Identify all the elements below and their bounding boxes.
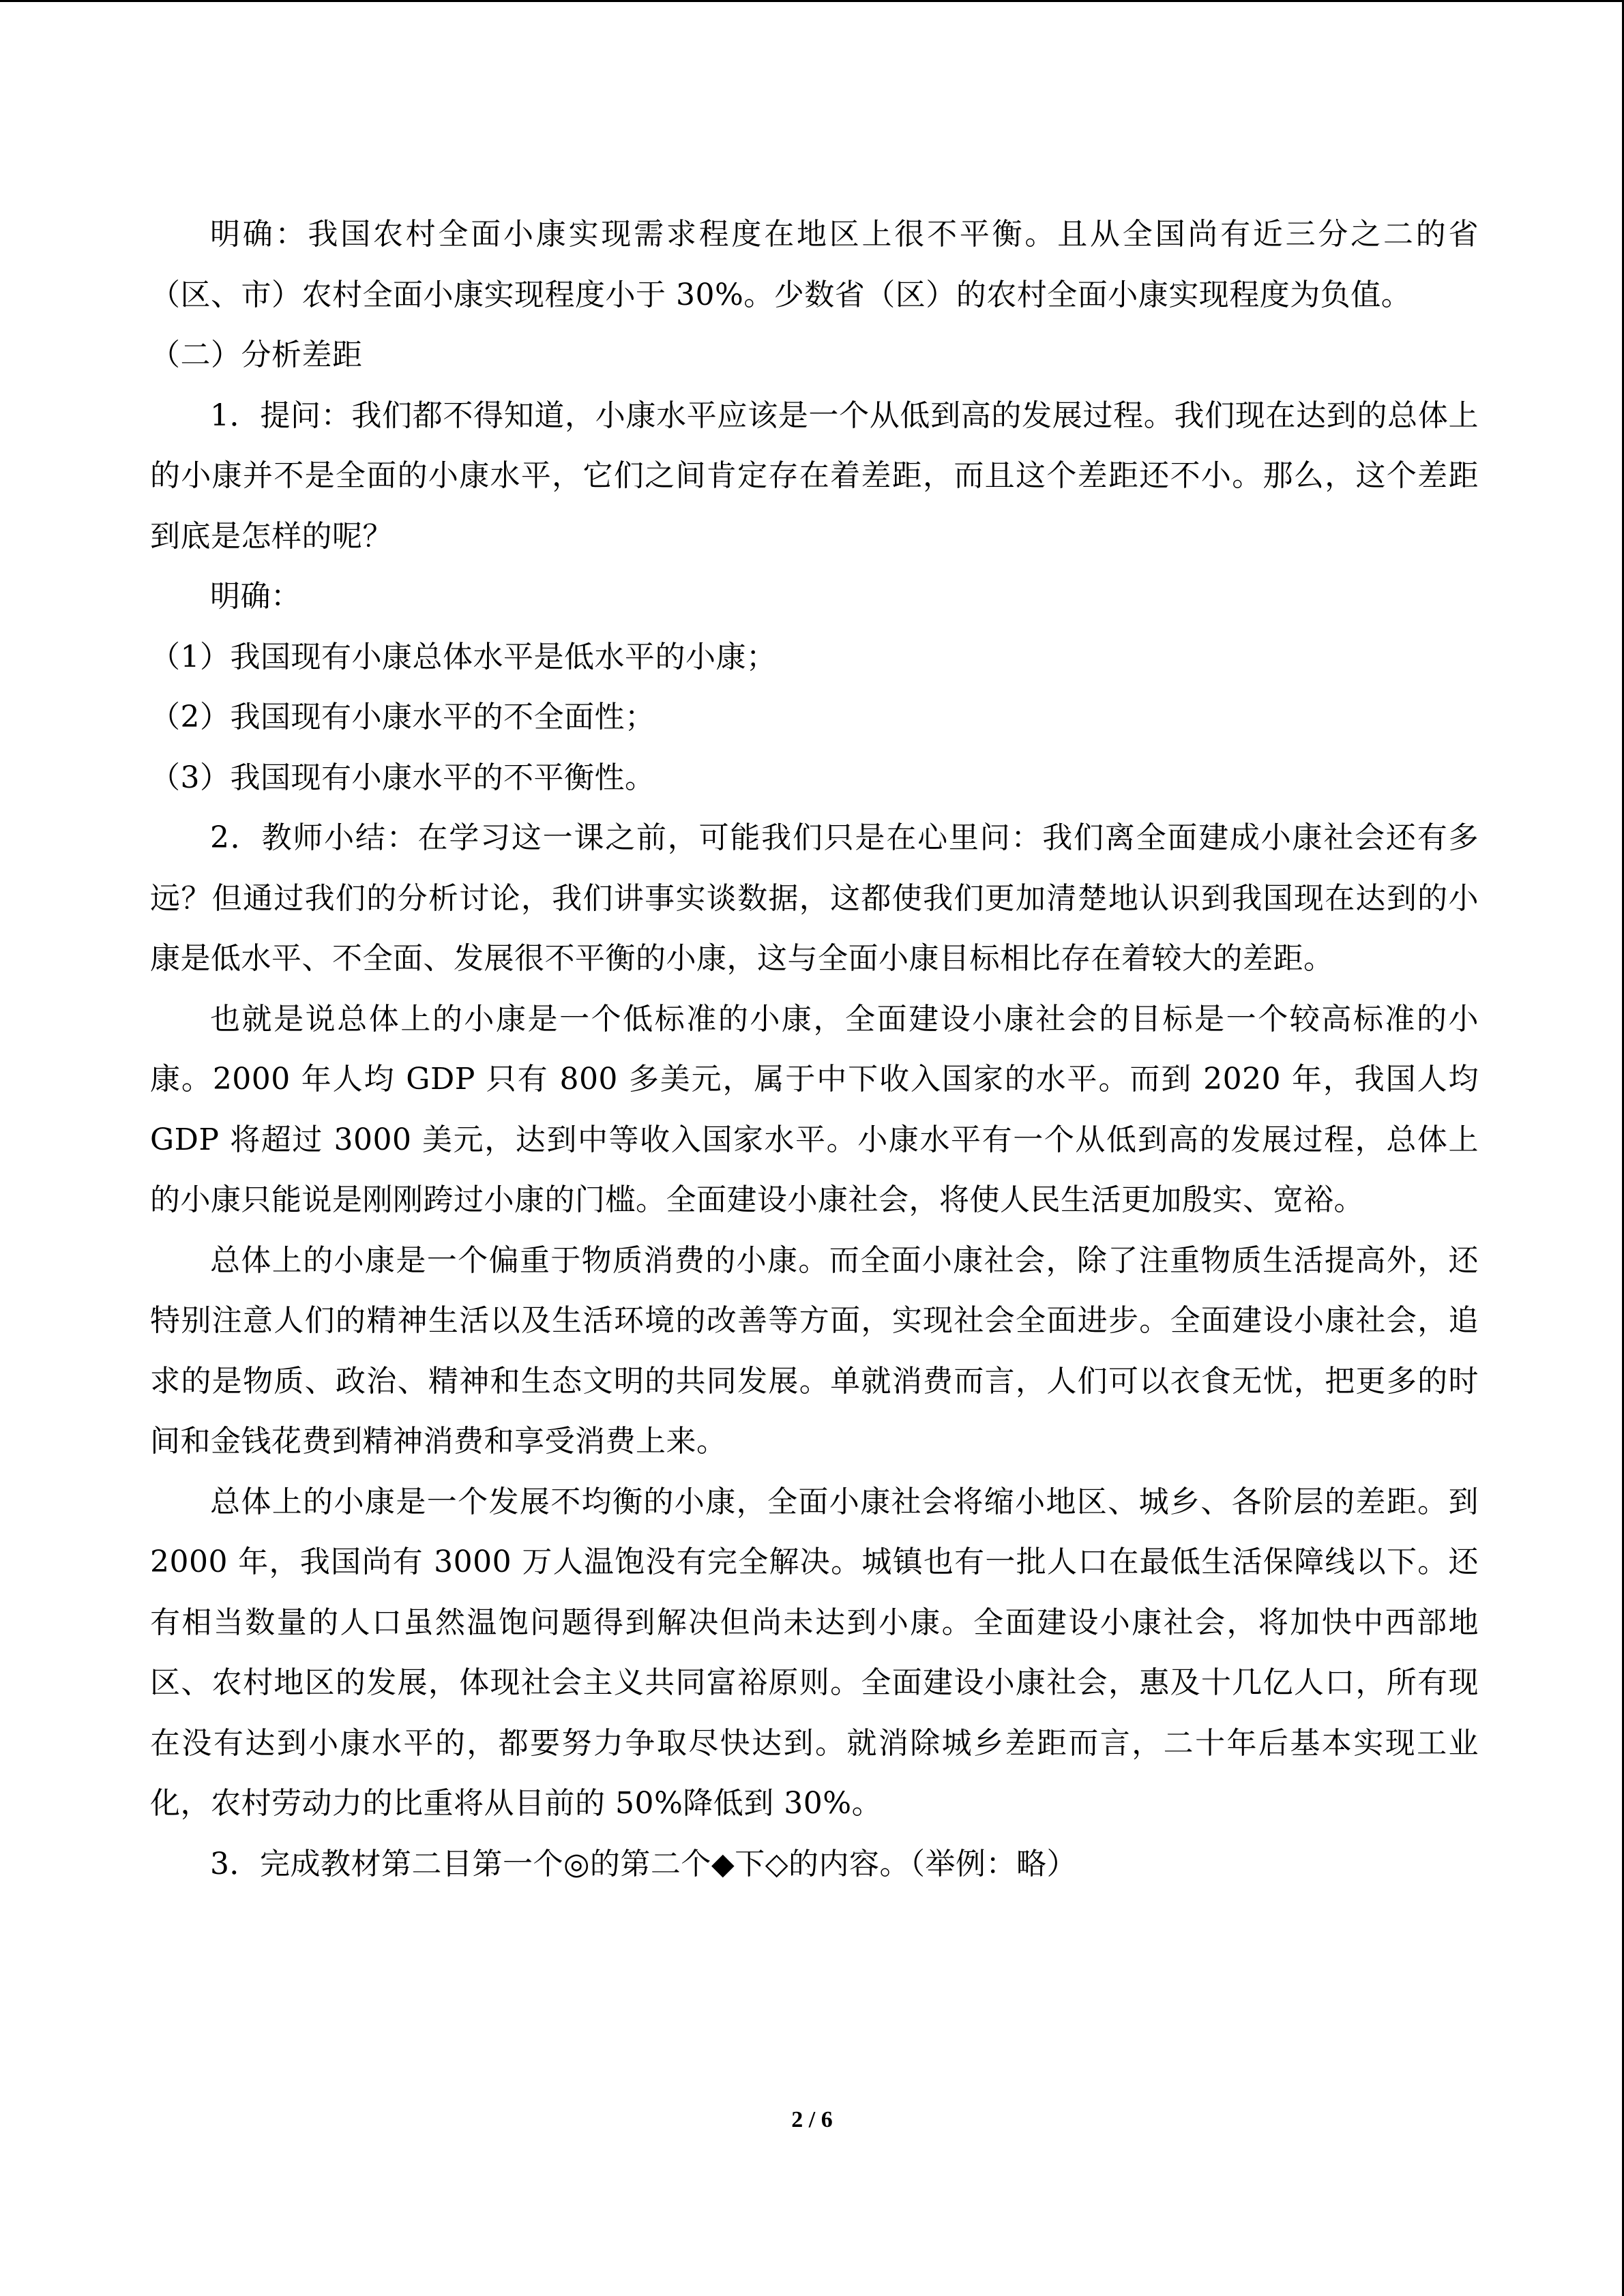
paragraph-task-3: 3．完成教材第二目第一个◎的第二个◆下◇的内容。（举例：略）	[210, 1846, 1078, 1881]
paragraph-conclusion-rural: 明确：我国农村全面小康实现需求程度在地区上很不平衡。且从全国尚有近三分之二的省（区、市）农村全面小康实现程度小于 30%。少数省（区）的农村全面小康实现程度为负值。	[150, 217, 1479, 312]
section-heading-analyze-gap: （二）分析差距	[150, 338, 363, 372]
list-item-1: （1）我国现有小康总体水平是低水平的小康；	[150, 639, 777, 674]
paragraph-question-1: 1．提问：我们都不得知道，小康水平应该是一个从低到高的发展过程。我们现在达到的总体上的小康并不是全面的小康水平，它们之间肯定存在着差距，而且这个差距还不小。那么，这个差距到底是怎样的呢？	[150, 398, 1479, 554]
paragraph-material-consumption: 总体上的小康是一个偏重于物质消费的小康。而全面小康社会，除了注重物质生活提高外，还特别注意人们的精神生活以及生活环境的改善等方面，实现社会全面进步。全面建设小康社会，追求的是物质、政治、精神和生态文明的共同发展。单就消费而言，人们可以衣食无忧，把更多的时间和金钱花费到精神消费和享受消费上来。	[150, 1242, 1479, 1459]
paragraph-teacher-summary: 2．教师小结：在学习这一课之前，可能我们只是在心里问：我们离全面建成小康社会还有多远？但通过我们的分析讨论，我们讲事实谈数据，这都使我们更加清楚地认识到我国现在达到的小康是低水平、不全面、发展很不平衡的小康，这与全面小康目标相比存在着较大的差距。	[150, 820, 1479, 976]
paragraph-unbalanced-development: 总体上的小康是一个发展不均衡的小康，全面小康社会将缩小地区、城乡、各阶层的差距。到 2000 年，我国尚有 3000 万人温饱没有完全解决。城镇也有一批人口在最低生活保障线以下。还有相当数量的人口虽然温饱问题得到解决但尚未达到小康。全面建设小康社会，将加快中西部地区、农村地区的发展，体现社会主义共同富裕原则。全面建设小康社会，惠及十几亿人口，所有现在没有达到小康水平的，都要努力争取尽快达到。就消除城乡差距而言，二十年后基本实现工业化，农村劳动力的比重将从目前的 50%降低到 30%。	[150, 1484, 1479, 1821]
document-body	[150, 205, 1479, 1894]
page-number: 2 / 6	[791, 2107, 833, 2132]
paragraph-clarify-label: 明确：	[210, 579, 301, 614]
list-item-2: （2）我国现有小康水平的不全面性；	[150, 700, 655, 734]
list-item-3: （3）我国现有小康水平的不平衡性。	[150, 760, 655, 795]
paragraph-low-standard: 也就是说总体上的小康是一个低标准的小康，全面建设小康社会的目标是一个较高标准的小康。2000 年人均 GDP 只有 800 多美元，属于中下收入国家的水平。而到 2020 年，我国人均 GDP 将超过 3000 美元，达到中等收入国家水平。小康水平有一个从低到高的发展过程，总体上的小康只能说是刚刚跨过小康的门槛。全面建设小康社会，将使人民生活更加殷实、宽裕。	[150, 1001, 1479, 1217]
